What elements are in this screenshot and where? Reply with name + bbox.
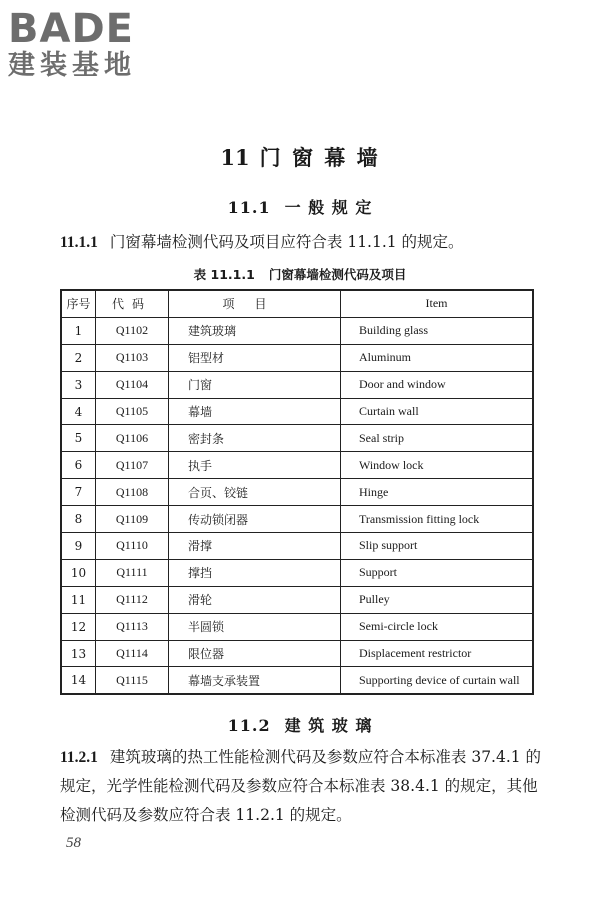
cell-code: Q1109 bbox=[96, 506, 169, 533]
clause-number: 11.1.1 bbox=[60, 234, 98, 251]
cell-item-en: Curtain wall bbox=[341, 398, 534, 425]
cell-item: 幕墙支承装置 bbox=[169, 667, 341, 694]
table-row bbox=[61, 667, 533, 694]
table-row bbox=[61, 317, 533, 344]
cell-item-en: Window lock bbox=[341, 452, 534, 479]
section-title bbox=[0, 195, 600, 218]
cell-no: 3 bbox=[61, 371, 96, 398]
cell-code: Q1104 bbox=[96, 371, 169, 398]
cell-item: 门窗 bbox=[169, 371, 341, 398]
table-row bbox=[61, 613, 533, 640]
cell-no: 7 bbox=[61, 479, 96, 506]
section-title bbox=[0, 713, 600, 736]
table-caption bbox=[0, 265, 600, 283]
table-row bbox=[61, 506, 533, 533]
cell-item-en: Supporting device of curtain wall bbox=[341, 667, 534, 694]
cell-no: 8 bbox=[61, 506, 96, 533]
cell-code: Q1103 bbox=[96, 344, 169, 371]
table-row bbox=[61, 640, 533, 667]
cell-item: 滑撑 bbox=[169, 533, 341, 560]
cell-item: 铝型材 bbox=[169, 344, 341, 371]
page-number: 58 bbox=[66, 835, 81, 851]
table-row bbox=[61, 371, 533, 398]
cell-no: 12 bbox=[61, 613, 96, 640]
logo-subtitle: 建装基地 bbox=[8, 50, 136, 81]
cell-code: Q1110 bbox=[96, 533, 169, 560]
header-item-en: Item bbox=[341, 290, 534, 317]
table-row bbox=[61, 479, 533, 506]
table-title: 门窗幕墙检测代码及项目 bbox=[268, 267, 407, 282]
cell-code: Q1108 bbox=[96, 479, 169, 506]
cell-no: 10 bbox=[61, 559, 96, 586]
section-name: 一 般 规 定 bbox=[284, 198, 373, 217]
header-code: 代码 bbox=[96, 290, 169, 317]
clause-text: 门窗幕墙检测代码及项目应符合表 11.1.1 的规定。 bbox=[109, 233, 464, 251]
cell-code: Q1106 bbox=[96, 425, 169, 452]
cell-code: Q1115 bbox=[96, 667, 169, 694]
cell-code: Q1114 bbox=[96, 640, 169, 667]
cell-code: Q1111 bbox=[96, 559, 169, 586]
cell-no: 11 bbox=[61, 586, 96, 613]
cell-item-en: Support bbox=[341, 559, 534, 586]
logo bbox=[8, 6, 178, 88]
cell-item: 执手 bbox=[169, 452, 341, 479]
cell-no: 5 bbox=[61, 425, 96, 452]
cell-item-en: Transmission fitting lock bbox=[341, 506, 534, 533]
chapter-title bbox=[0, 142, 600, 172]
cell-item-en: Hinge bbox=[341, 479, 534, 506]
clause-text: 建筑玻璃的热工性能检测代码及参数应符合本标准表 37.4.1 的规定，光学性能检测代码及参数应符合本标准表 38.4.1 的规定，其他检测代码及参数应符合表 11.2.1 的规定。 bbox=[60, 748, 542, 824]
cell-code: Q1102 bbox=[96, 317, 169, 344]
table-row bbox=[61, 559, 533, 586]
logo-wordmark: BADE bbox=[8, 6, 134, 52]
table-row bbox=[61, 425, 533, 452]
chapter-name: 门 窗 幕 墙 bbox=[259, 145, 380, 170]
clause-number: 11.2.1 bbox=[60, 749, 98, 766]
section-number: 11.1 bbox=[227, 198, 271, 217]
cell-code: Q1113 bbox=[96, 613, 169, 640]
clause-paragraph bbox=[60, 743, 542, 830]
cell-no: 9 bbox=[61, 533, 96, 560]
table-row bbox=[61, 586, 533, 613]
cell-item: 建筑玻璃 bbox=[169, 317, 341, 344]
cell-item-en: Aluminum bbox=[341, 344, 534, 371]
table-row bbox=[61, 533, 533, 560]
cell-item: 半圆锁 bbox=[169, 613, 341, 640]
cell-no: 13 bbox=[61, 640, 96, 667]
section-number: 11.2 bbox=[227, 716, 271, 735]
cell-item-en: Displacement restrictor bbox=[341, 640, 534, 667]
cell-item: 合页、铰链 bbox=[169, 479, 341, 506]
cell-item-en: Semi-circle lock bbox=[341, 613, 534, 640]
cell-no: 2 bbox=[61, 344, 96, 371]
cell-item-en: Slip support bbox=[341, 533, 534, 560]
table-row bbox=[61, 344, 533, 371]
table-row bbox=[61, 398, 533, 425]
table-header-row bbox=[61, 290, 533, 317]
cell-code: Q1112 bbox=[96, 586, 169, 613]
cell-item: 限位器 bbox=[169, 640, 341, 667]
cell-item: 传动锁闭器 bbox=[169, 506, 341, 533]
cell-item: 撑挡 bbox=[169, 559, 341, 586]
section-name: 建 筑 玻 璃 bbox=[284, 716, 373, 735]
cell-item-en: Pulley bbox=[341, 586, 534, 613]
cell-item-en: Building glass bbox=[341, 317, 534, 344]
cell-item-en: Seal strip bbox=[341, 425, 534, 452]
cell-item: 幕墙 bbox=[169, 398, 341, 425]
cell-item: 滑轮 bbox=[169, 586, 341, 613]
chapter-number: 11 bbox=[220, 145, 250, 170]
cell-no: 1 bbox=[61, 317, 96, 344]
table-number: 表 11.1.1 bbox=[193, 267, 255, 282]
header-item: 项目 bbox=[169, 290, 341, 317]
cell-item-en: Door and window bbox=[341, 371, 534, 398]
code-table bbox=[60, 289, 534, 695]
cell-no: 4 bbox=[61, 398, 96, 425]
cell-item: 密封条 bbox=[169, 425, 341, 452]
cell-code: Q1107 bbox=[96, 452, 169, 479]
cell-no: 6 bbox=[61, 452, 96, 479]
header-no: 序号 bbox=[61, 290, 96, 317]
cell-no: 14 bbox=[61, 667, 96, 694]
cell-code: Q1105 bbox=[96, 398, 169, 425]
clause-paragraph bbox=[60, 228, 542, 257]
table-row bbox=[61, 452, 533, 479]
